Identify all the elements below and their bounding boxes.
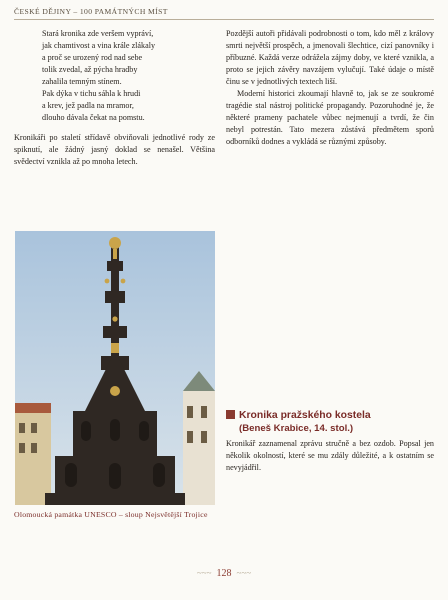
poem-line: tolik zvedal, až pýcha hradby xyxy=(42,65,138,75)
sidebar-subtitle: (Beneš Krabice, 14. stol.) xyxy=(239,423,354,434)
left-column xyxy=(14,28,215,169)
poem-line: a proč se urozený rod nad sebe xyxy=(42,53,143,63)
poem-line: jak chamtivost a vina krále zlákaly xyxy=(42,41,156,51)
ornament-icon: ~~~ xyxy=(196,568,212,578)
poem-line: zahalila temným stínem. xyxy=(42,77,122,87)
body-paragraph: Pozdější autoři přidávali podrobnosti o tom, kdo měl z královy smrti největší prospěch, a jmenovali šlechtice, cizí panovníky i příbuzné. Každá verze odrážela zájmy doby, ve které vznikla, a proto se jejich závěry navzájem vylučují. Také údaje o místě činu se v jednotlivých textech liší. xyxy=(226,29,434,87)
body-paragraph: Kronikáři po staletí střídavě obviňovali jednotlivé rody ze spiknutí, ale žádný jasný doklad se nenašel. Většina svědectví vznikla až po mnoha letech. xyxy=(14,133,215,167)
bullet-square-icon xyxy=(226,410,235,419)
page-number: ~~~ 128 ~~~ xyxy=(196,568,252,579)
header-rule xyxy=(14,19,434,20)
body-paragraph: Moderní historici zkoumají hlavně to, jak se ze soukromé tragédie stal nástroj politické propagandy. Pozoruhodné je, že některé prameny pachatele vůbec nejmenují a tvrdí, že čin nebyl potrestán. Tato mezera zůstává předmětem sporů odborníků dodnes a vykládá se různými způsoby. xyxy=(226,89,434,147)
right-column xyxy=(226,28,434,148)
running-head: ČESKÉ DĚJINY – 100 PAMÁTNÝCH MÍST xyxy=(14,7,168,16)
poem-line: dlouho dávala čekat na pomstu. xyxy=(42,113,145,123)
photo-caption: Olomoucká památka UNESCO – sloup Nejsvětější Trojice xyxy=(14,510,208,519)
poem xyxy=(14,28,215,124)
ornament-icon: ~~~ xyxy=(236,568,252,578)
sidebar-title: Kronika pražského kostela xyxy=(239,410,371,421)
sidebar-text: Kronikář zaznamenal zprávu stručně a bez ozdob. Popsal jen několik okolností, které se mu zdály důležité, a k ostatním se nevyjádřil. xyxy=(226,439,434,473)
poem-line: Pak dýka v tichu sáhla k hrudi xyxy=(42,89,141,99)
photo-holy-trinity-column xyxy=(15,231,215,505)
poem-line: Stará kronika zde veršem vypráví, xyxy=(42,29,154,38)
poem-line: a krev, jež padla na mramor, xyxy=(42,101,134,111)
sidebar-heading xyxy=(226,409,434,435)
